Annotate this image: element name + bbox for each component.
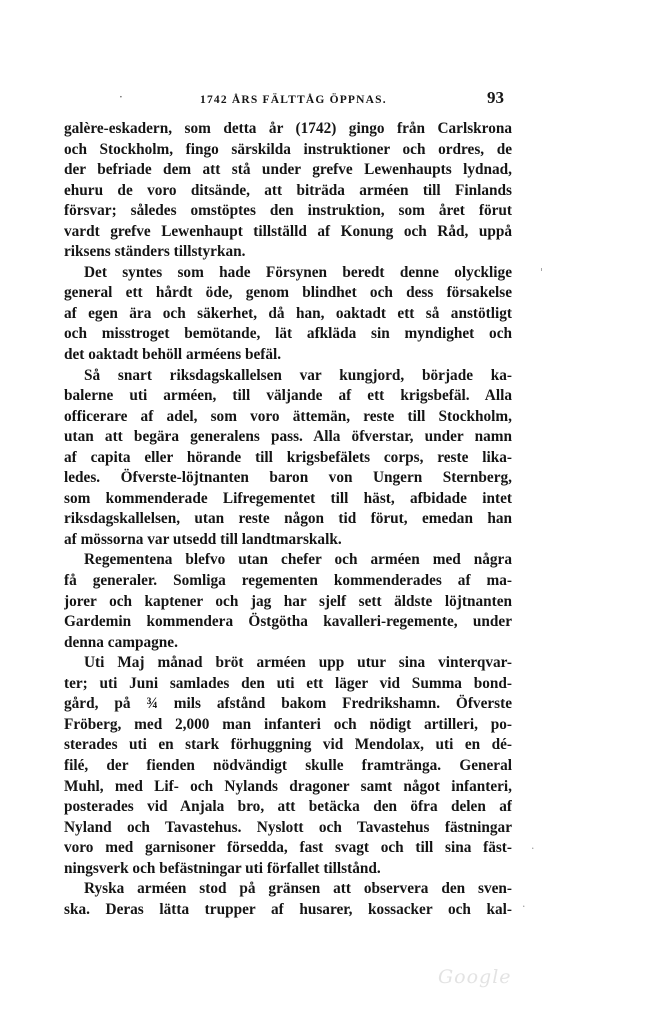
text-line: Fröberg, med 2,000 man infanteri och nödigt artilleri, po- <box>64 715 512 733</box>
text-line: jorer och kaptener och jag har sjelf sett äldste löjtnanten <box>64 592 512 610</box>
text-line: vardt grefve Lewenhaupt tillställd af Konung och Råd, uppå <box>64 222 512 240</box>
text-line: ningsverk och befästningar uti förfallet tillstånd. <box>64 859 381 877</box>
running-header <box>64 88 512 112</box>
text-line: af mössorna var utsedd till landtmarskalk. <box>64 530 342 548</box>
text-line: Muhl, med Lif- och Nylands dragoner samt något infanteri, <box>64 777 512 795</box>
text-line: och Stockholm, fingo särskilda instruktioner och ordres, de <box>64 140 512 158</box>
page-number: 93 <box>487 88 504 107</box>
text-line: försvar; således omstöptes den instruktion, som året förut <box>64 202 512 220</box>
text-line: riksens ständers tillstyrkan. <box>64 243 246 261</box>
text-line: ledes. Öfverste-löjtnanten baron von Ungern Sternberg, <box>64 469 512 487</box>
text-line: filé, der fienden nödvändigt skulle framtränga. General <box>64 756 512 774</box>
text-line: Det syntes som hade Försynen beredt denne olycklige <box>84 263 512 281</box>
text-line: Regementena blefvo utan chefer och arméen med några <box>84 551 512 569</box>
text-line: som kommenderade Lifregementet till häst, afbidade intet <box>64 489 512 507</box>
body-text <box>64 119 512 920</box>
margin-mark: · <box>531 842 535 855</box>
text-line: och misstroget bemötande, lät afkläda sin myndighet och <box>64 325 512 343</box>
margin-mark: ' <box>540 266 544 279</box>
google-watermark: Google <box>438 966 512 988</box>
text-line: denna campagne. <box>64 633 178 651</box>
text-line: af capita eller hörande till krigsbefälets corps, reste lika- <box>64 448 512 466</box>
text-line: Ryska arméen stod på gränsen att observera den sven- <box>84 880 512 898</box>
text-line: Nyland och Tavastehus. Nyslott och Tavastehus fästningar <box>64 818 512 836</box>
text-line: officerare af adel, som voro ättemän, reste till Stockholm, <box>64 407 512 425</box>
text-line: riksdagskallelsen, utan reste någon tid förut, emedan han <box>64 510 512 528</box>
text-line: voro med garnisoner försedda, fast svagt och till sina fäst- <box>64 839 512 857</box>
text-line: det oaktadt behöll arméens befäl. <box>64 346 282 364</box>
text-line: ska. Deras lätta trupper af husarer, kossacker och kal- <box>64 900 512 918</box>
text-line: balerne uti arméen, till väljande af ett krigsbefäl. Alla <box>64 387 512 405</box>
text-line: ehuru de voro ditsände, att biträda arméen till Finlands <box>64 181 512 199</box>
text-line: Uti Maj månad bröt arméen upp utur sina vinterqvar- <box>84 654 512 672</box>
text-line: få generaler. Somliga regementen kommenderades af ma- <box>64 572 512 590</box>
text-line: der befriade dem att stå under grefve Lewenhaupts lydnad, <box>64 161 512 179</box>
text-line: Gardemin kommendera Östgötha kavalleri-regemente, under <box>64 613 512 631</box>
text-line: ter; uti Juni samlades den uti ett läger vid Summa bond- <box>64 674 512 692</box>
text-line: gård, på ¾ mils afstånd bakom Fredrikshamn. Öfverste <box>64 695 512 713</box>
text-line: af egen ära och säkerhet, då han, oaktadt ett så anstötligt <box>64 304 512 322</box>
text-line: utan att begära generalens pass. Alla öfverstar, under namn <box>64 428 512 446</box>
margin-mark: · <box>522 900 526 913</box>
text-line: sterades uti en stark förhuggning vid Mendolax, uti en dé- <box>64 736 512 754</box>
text-line: general ett hårdt öde, genom blindhet och dess försakelse <box>64 284 512 302</box>
text-line: posterades vid Anjala bro, att betäcka den öfra delen af <box>64 798 512 816</box>
text-line: Så snart riksdagskallelsen var kungjord, började ka- <box>84 366 512 384</box>
header-title: 1742 ÅRS FÄLTTÅG ÖPPNAS. <box>200 94 387 106</box>
text-line: galère-eskadern, som detta år (1742) gingo från Carlskrona <box>64 120 512 137</box>
header-dot: · <box>119 90 123 104</box>
